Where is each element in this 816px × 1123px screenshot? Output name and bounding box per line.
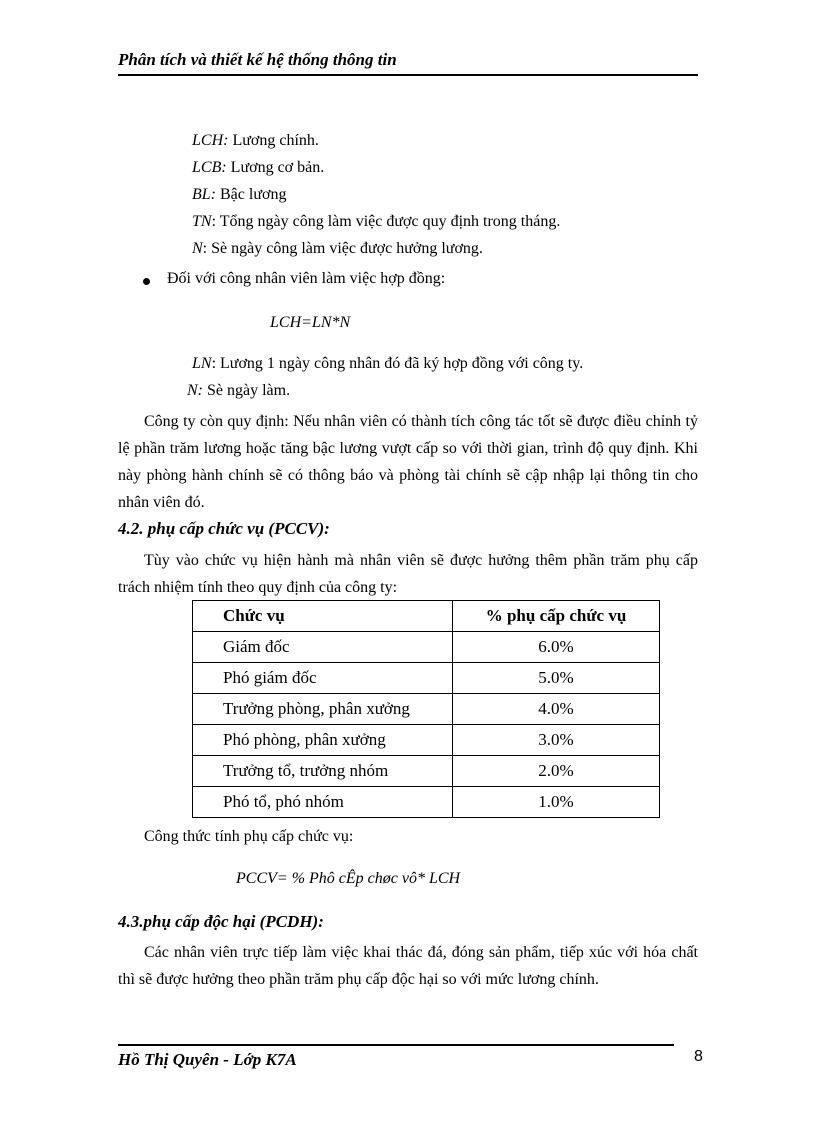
formula-label: Công thức tính phụ cấp chức vụ:	[144, 828, 354, 845]
definition-line	[192, 186, 286, 204]
definition-desc: : Lương 1 ngày công nhân đó đã ký hợp đồng với công ty.	[211, 355, 584, 372]
table-cell-percent: 6.0%	[453, 632, 660, 663]
table-cell-percent: 4.0%	[453, 694, 660, 725]
definition-term: TN	[192, 213, 212, 230]
definition-desc: : Sè ngày công làm việc được hưởng lương.	[202, 240, 483, 257]
table-header-cell: Chức vụ	[193, 601, 453, 632]
definition-line	[192, 213, 560, 231]
section-heading-4-2: 4.2. phụ cấp chức vụ (PCCV):	[118, 519, 330, 538]
table-cell-position: Giám đốc	[193, 632, 453, 663]
bullet-icon	[143, 278, 150, 285]
definition-line	[192, 159, 324, 177]
definition-desc: Sè ngày làm.	[203, 382, 291, 399]
header-title: Phân tích và thiết kế hệ thống thông tin	[118, 50, 397, 69]
definition-desc: Lương cơ bản.	[226, 159, 325, 176]
definition-term: LCB:	[192, 159, 227, 176]
definition-line	[187, 382, 290, 400]
table-row	[193, 756, 660, 787]
table-cell-position: Phó giám đốc	[193, 663, 453, 694]
definition-line	[192, 240, 483, 258]
definition-term: LCH:	[192, 132, 229, 149]
table-row	[193, 787, 660, 818]
table-header-row	[193, 601, 660, 632]
definition-term: N	[192, 240, 203, 257]
table-cell-percent: 5.0%	[453, 663, 660, 694]
definition-line	[192, 355, 583, 373]
table-row	[193, 694, 660, 725]
table-cell-position: Trưởng tổ, trưởng nhóm	[193, 756, 453, 787]
table-row	[193, 725, 660, 756]
paragraph-salary-policy: Công ty còn quy định: Nếu nhân viên có thành tích công tác tốt sẽ được điều chỉnh tỷ lệ phần trăm lương hoặc tăng bậc lương vượt cấp so với thời gian, trình độ quy định. Khi này phòng hành chính sẽ có thông báo và phòng tài chính sẽ cập nhập lại thông tin cho nhân viên đó.	[118, 413, 698, 511]
footer-rule	[118, 1044, 674, 1046]
formula-pccv: PCCV= % Phô cÊp chøc vô* LCH	[236, 870, 461, 887]
page-number: 8	[694, 1048, 703, 1065]
table-row	[193, 632, 660, 663]
table-row	[193, 663, 660, 694]
definition-term: N:	[187, 382, 203, 399]
table-cell-position: Trưởng phòng, phân xưởng	[193, 694, 453, 725]
definition-term: BL:	[192, 186, 216, 203]
table-cell-position: Phó tổ, phó nhóm	[193, 787, 453, 818]
definition-line	[192, 132, 319, 150]
definition-term: LN	[192, 355, 212, 372]
pccv-table	[192, 600, 660, 818]
table-cell-percent: 1.0%	[453, 787, 660, 818]
definition-desc: Lương chính.	[228, 132, 319, 149]
section-heading-4-3: 4.3.phụ cấp độc hại (PCDH):	[118, 912, 324, 931]
header-rule	[118, 74, 698, 76]
paragraph-pccv: Tùy vào chức vụ hiện hành mà nhân viên sẽ được hưởng thêm phần trăm phụ cấp trách nhiệm tính theo quy định của công ty:	[118, 552, 698, 596]
definition-desc: Bậc lương	[216, 186, 287, 203]
formula-lch: LCH=LN*N	[270, 314, 351, 331]
table-cell-position: Phó phòng, phân xưởng	[193, 725, 453, 756]
table-cell-percent: 3.0%	[453, 725, 660, 756]
bullet-text: Đối với công nhân viên làm việc hợp đồng:	[167, 270, 446, 287]
table-header-cell: % phụ cấp chức vụ	[453, 601, 660, 632]
footer-author: Hồ Thị Quyên - Lớp K7A	[118, 1050, 297, 1069]
table-cell-percent: 2.0%	[453, 756, 660, 787]
definition-desc: : Tổng ngày công làm việc được quy định trong tháng.	[211, 213, 561, 230]
paragraph-pcdh: Các nhân viên trực tiếp làm việc khai thác đá, đóng sản phẩm, tiếp xúc với hóa chất thì sẽ được hưởng theo phần trăm phụ cấp độc hại so với mức lương chính.	[118, 944, 698, 988]
